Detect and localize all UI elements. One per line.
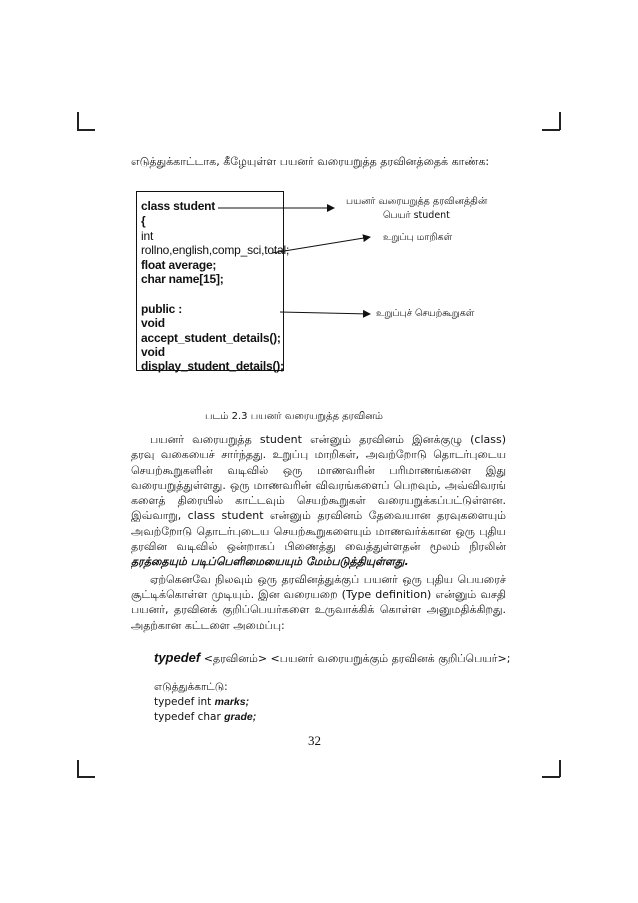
annotation-member-variables: உறுப்பு மாறிகள் (383, 232, 453, 243)
code-line-9: void (141, 316, 165, 330)
example-line-1 (154, 696, 249, 708)
example-heading-visible: எடுத்துக்காட்டு: (154, 680, 228, 693)
code-line-12: display_student_details(); (141, 359, 284, 373)
paragraph-1-line: களைத் திரையில் காட்டவும் செயற்கூறுகள் வரையறுக்கப்பட்டுள்ளன. (131, 494, 506, 508)
paragraph-1-line: தரவின வடிவில் ஒன்றாகப் பிணைத்து வைத்துள்ளதன் மூலம் நிரலின் (131, 540, 506, 554)
figure-caption: படம் 2.3 பயனர் வரையறுத்த தரவினம் (205, 411, 383, 422)
arrow-member-variables (272, 237, 370, 253)
annotation-class-name-line1: பயனர் வரையறுத்த தரவினத்தின் (346, 196, 488, 207)
page-number: 32 (308, 732, 321, 748)
code-line-10: accept_student_details(); (141, 331, 281, 345)
paragraph-1-line: தரவு வகையைச் சார்ந்தது. உறுப்பு மாறிகள், அவற்றோடு தொடர்புடைய (131, 448, 506, 462)
typedef-syntax-rest: <தரவினம்> <பயனர் வரையறுக்கும் தரவினக் குறிப்பெயர்>; (200, 651, 511, 665)
code-line-1: class student (141, 199, 216, 213)
paragraph-1-line: இவ்வாறு, class student என்னும் தரவினம் தேவையான தரவுகளையும் (131, 509, 506, 523)
typedef-syntax (154, 650, 510, 667)
paragraph-1-line: செயற்கூறுகளின் வடிவில் ஒரு மாணவரின் பரிமாணங்களை இது (131, 463, 506, 477)
example-line-2-name: grade; (224, 710, 257, 723)
paragraph-1-line: அவற்றோடு தொடர்புடைய செயற்கூறுகளையும் மாணவர்க்கான ஒரு புதிய (131, 524, 506, 538)
paragraph-2-line: பயனர், தரவினக் குறிப்பெயர்களை உருவாக்கிக் கொள்ள அனுமதிக்கிறது. (131, 603, 506, 617)
code-line-5: float average; (141, 258, 217, 272)
paragraph-1 (131, 432, 506, 570)
example-line-2 (154, 711, 256, 723)
paragraph-2-lines-block (131, 572, 506, 633)
example-line-1-name: marks; (214, 695, 250, 708)
code-line-3: int (141, 229, 154, 243)
code-line-11: void (141, 345, 165, 359)
code-line-8: public : (141, 302, 183, 316)
code-line-4: rollno,english,comp_sci,total; (141, 243, 290, 257)
paragraph-1-line: தரத்தையும் படிப்பெளிமையையும் மேம்படுத்தியுள்ளது. (131, 555, 409, 569)
example-line-2-prefix: typedef char (154, 710, 225, 723)
annotation-class-name-line2: பெயர் student (383, 210, 450, 221)
annotation-member-functions: உறுப்புச் செயற்கூறுகள் (376, 308, 475, 319)
intro-text: எடுத்துக்காட்டாக, கீழேயுள்ள பயனர் வரையறுத்த தரவினத்தைக் காண்க: (131, 155, 490, 168)
paragraph-1-line: பயனர் வரையறுத்த student என்னும் தரவினம் இனக்குழு (class) (150, 433, 506, 446)
arrow-member-functions (280, 312, 370, 314)
example-line-1-prefix: typedef int (154, 695, 215, 708)
code-line-6: char name[15]; (141, 272, 224, 286)
paragraph-2-line: அதற்கான கட்டளை அமைப்பு: (131, 618, 285, 632)
code-line-2: { (141, 214, 146, 228)
paragraph-1-line: வரையறுத்துள்ளது. ஒரு மாணவரின் விவரங்களைப் பெறவும், அவ்விவரங் (131, 478, 506, 492)
paragraph-2-line: சூட்டிக்கொள்ள முடியும். இன வரையறை (Type definition) என்னும் வசதி (131, 587, 506, 601)
typedef-keyword: typedef (154, 649, 201, 665)
paragraph-2-line: ஏற்கெனவே நிலவும் ஒரு தரவினத்துக்குப் பயனர் ஒரு புதிய பெயரைச் (150, 572, 506, 586)
